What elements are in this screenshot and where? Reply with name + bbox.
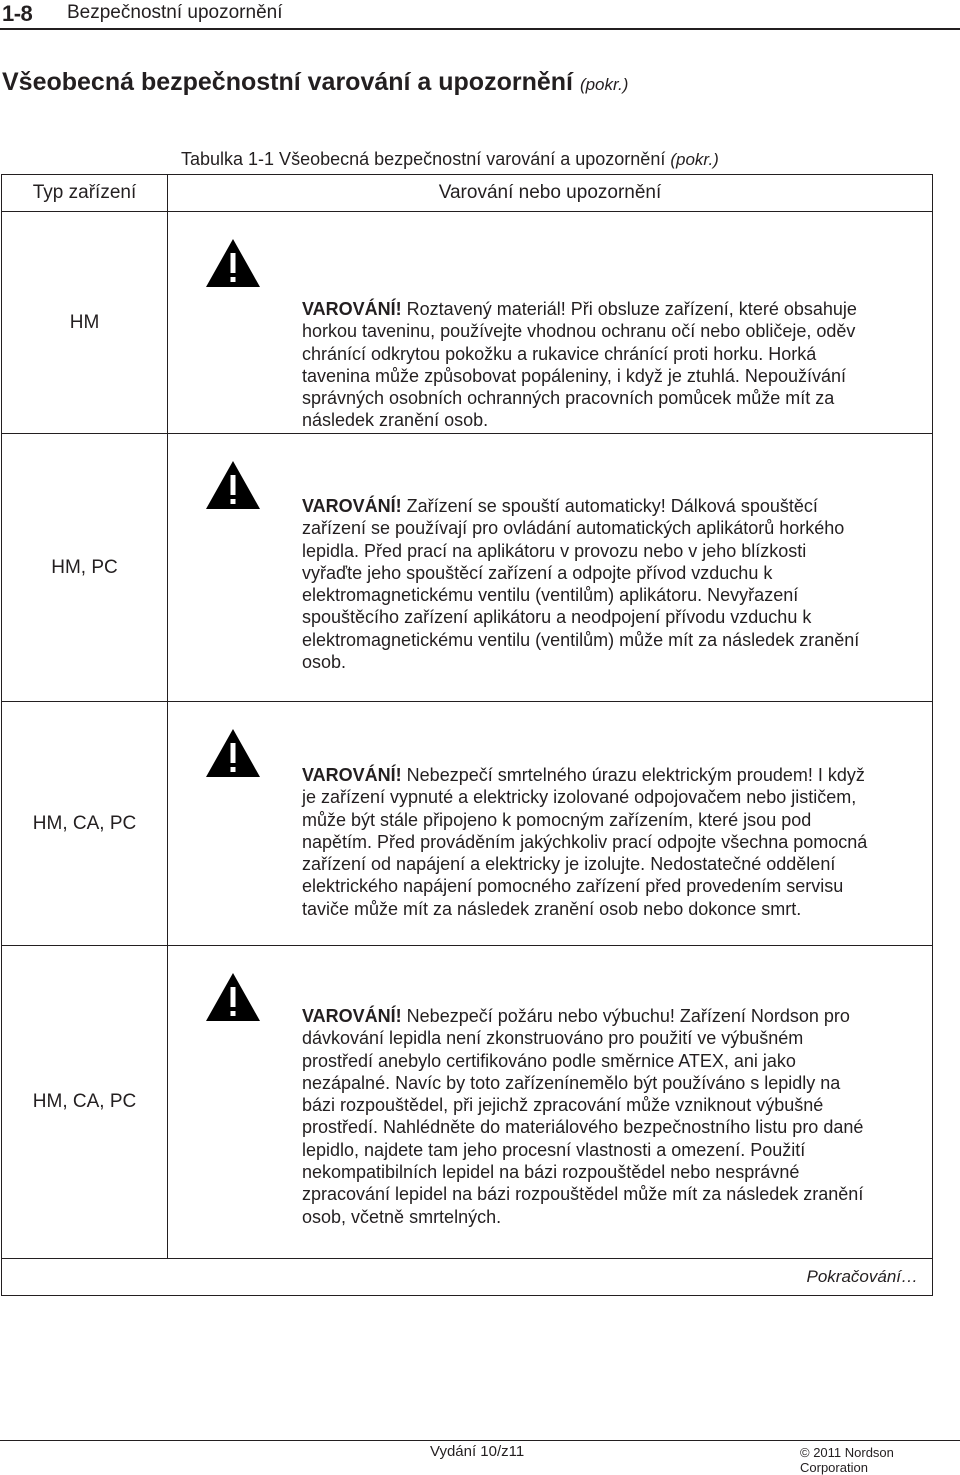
warning-line: je zařízení vypnuté a elektricky izolované odpojovačem nebo jističem, [302, 787, 857, 808]
warning-line: taviče může mít za následek zranění osob nebo dokonce smrt. [302, 898, 802, 919]
table-row [2, 434, 933, 702]
page-header [0, 0, 960, 30]
warning-line: dávkování lepidla není zkonstruováno pro použití ve výbušném [302, 1028, 804, 1049]
warning-line: VAROVÁNÍ! Roztavený materiál! Při obsluze zařízení, které obsahuje [302, 299, 857, 319]
warning-line: lepidla. Před prací na aplikátoru v provozu nebo v jeho blízkosti [302, 540, 807, 561]
warning-text [302, 495, 859, 673]
warning-line: prostředí. Nahlédněte do materiálového bezpečnostního listu pro dané [302, 1117, 864, 1138]
warning-label: VAROVÁNÍ! [302, 1006, 402, 1026]
warning-triangle-icon [205, 728, 261, 778]
column-header-type: Typ zařízení [2, 175, 168, 212]
warning-triangle-icon [205, 238, 261, 288]
warning-line: zařízení od napájení a elektricky je izolujte. Nedostatečné oddělení [302, 854, 836, 875]
warning-line: napětím. Před prováděním jakýchkoliv prací odpojte všechna pomocná [302, 831, 868, 852]
column-header-warning: Varování nebo upozornění [168, 175, 933, 212]
warning-line: spouštěcího zařízení aplikátoru a neodpojení přívodu vzduchu k [302, 607, 812, 628]
warning-line: elektromagnetickému ventilu (ventilům) aplikátoru. Nevyřazení [302, 585, 799, 606]
warning-cell [168, 702, 933, 946]
copyright-label: © 2011 Nordson Corporation [800, 1445, 894, 1475]
table-row [2, 212, 933, 434]
header-rule [0, 28, 960, 30]
warning-line: následek zranění osob. [302, 410, 489, 431]
warning-line: nezápalné. Navíc by toto zařízenínemělo být používáno s lepidly na [302, 1072, 841, 1093]
warning-line: správných osobních ochranných pracovních pomůcek může mít za [302, 388, 835, 409]
table-header-row [2, 175, 933, 212]
equipment-type-cell: HM [2, 212, 168, 434]
warning-cell [168, 434, 933, 702]
warning-text [302, 764, 867, 920]
warning-line: bázi rozpouštědel, při jejichž zpracování může vzniknout výbušné [302, 1095, 824, 1116]
warning-label: VAROVÁNÍ! [302, 496, 402, 516]
table-row [2, 702, 933, 946]
table-footer-row [2, 1259, 933, 1296]
warning-line: horkou taveninu, používejte vhodnou ochranu očí nebo obličeje, oděv [302, 321, 856, 342]
warning-text [302, 298, 857, 432]
warning-line: elektrického napájení pomocného zařízení před provedením servisu [302, 876, 844, 897]
equipment-type-cell: HM, CA, PC [2, 946, 168, 1259]
warning-line: elektromagnetickému ventilu (ventilům) může mít za následek zranění [302, 629, 860, 650]
warnings-table [1, 174, 933, 1296]
warning-line: lepidlo, najdete tam jeho procesní vlastnosti a omezení. Použití [302, 1139, 806, 1160]
page-title-text: Všeobecná bezpečnostní varování a upozornění [2, 68, 573, 96]
warning-triangle-icon [205, 460, 261, 510]
table-caption-text: Tabulka 1-1 Všeobecná bezpečnostní varování a upozornění [181, 149, 666, 169]
warning-line: osob. [302, 652, 347, 673]
warning-text [302, 1005, 863, 1228]
page-title [2, 68, 628, 97]
warning-line: prostředí anebylo certifikováno podle směrnice ATEX, ani jako [302, 1050, 796, 1071]
equipment-type-cell: HM, PC [2, 434, 168, 702]
continued-note: Pokračování… [2, 1259, 933, 1296]
warning-line: zařízení se používají pro ovládání automatických aplikátorů horkého [302, 518, 845, 539]
warning-line: VAROVÁNÍ! Nebezpečí smrtelného úrazu elektrickým proudem! I když [302, 765, 865, 785]
table-caption-continued: (pokr.) [670, 150, 719, 169]
table-row [2, 946, 933, 1259]
page-number: 1-8 [2, 1, 33, 26]
warning-line: nekompatibilních lepidel na bázi rozpouštědel nebo nesprávné [302, 1162, 800, 1183]
table-caption [181, 149, 719, 170]
warning-triangle-icon [205, 972, 261, 1022]
warning-line: tavenina může způsobovat popáleniny, i když je ztuhlá. Nepoužívání [302, 365, 846, 386]
footer-rule [0, 1440, 960, 1441]
warning-label: VAROVÁNÍ! [302, 765, 402, 785]
edition-label: Vydání 10/z11 [430, 1443, 525, 1460]
warning-cell [168, 946, 933, 1259]
warning-line: chránící odkrytou pokožku a rukavice chránící proti horku. Horká [302, 343, 817, 364]
section-title: Bezpečnostní upozornění [67, 2, 283, 23]
warning-label: VAROVÁNÍ! [302, 299, 402, 319]
warning-line: VAROVÁNÍ! Zařízení se spouští automaticky! Dálková spouštěcí [302, 496, 818, 516]
warning-line: zpracování lepidel na bázi rozpouštědel může mít za následek zranění [302, 1184, 864, 1205]
warning-line: osob, včetně smrtelných. [302, 1206, 502, 1227]
page-title-continued: (pokr.) [579, 75, 629, 94]
warning-cell [168, 212, 933, 434]
warning-line: vyřaďte jeho spouštěcí zařízení a odpojte přívod vzduchu k [302, 562, 773, 583]
warning-line: může být stále připojeno k pomocným zařízením, které jsou pod [302, 809, 812, 830]
equipment-type-cell: HM, CA, PC [2, 702, 168, 946]
warning-line: VAROVÁNÍ! Nebezpečí požáru nebo výbuchu! Zařízení Nordson pro [302, 1006, 850, 1026]
